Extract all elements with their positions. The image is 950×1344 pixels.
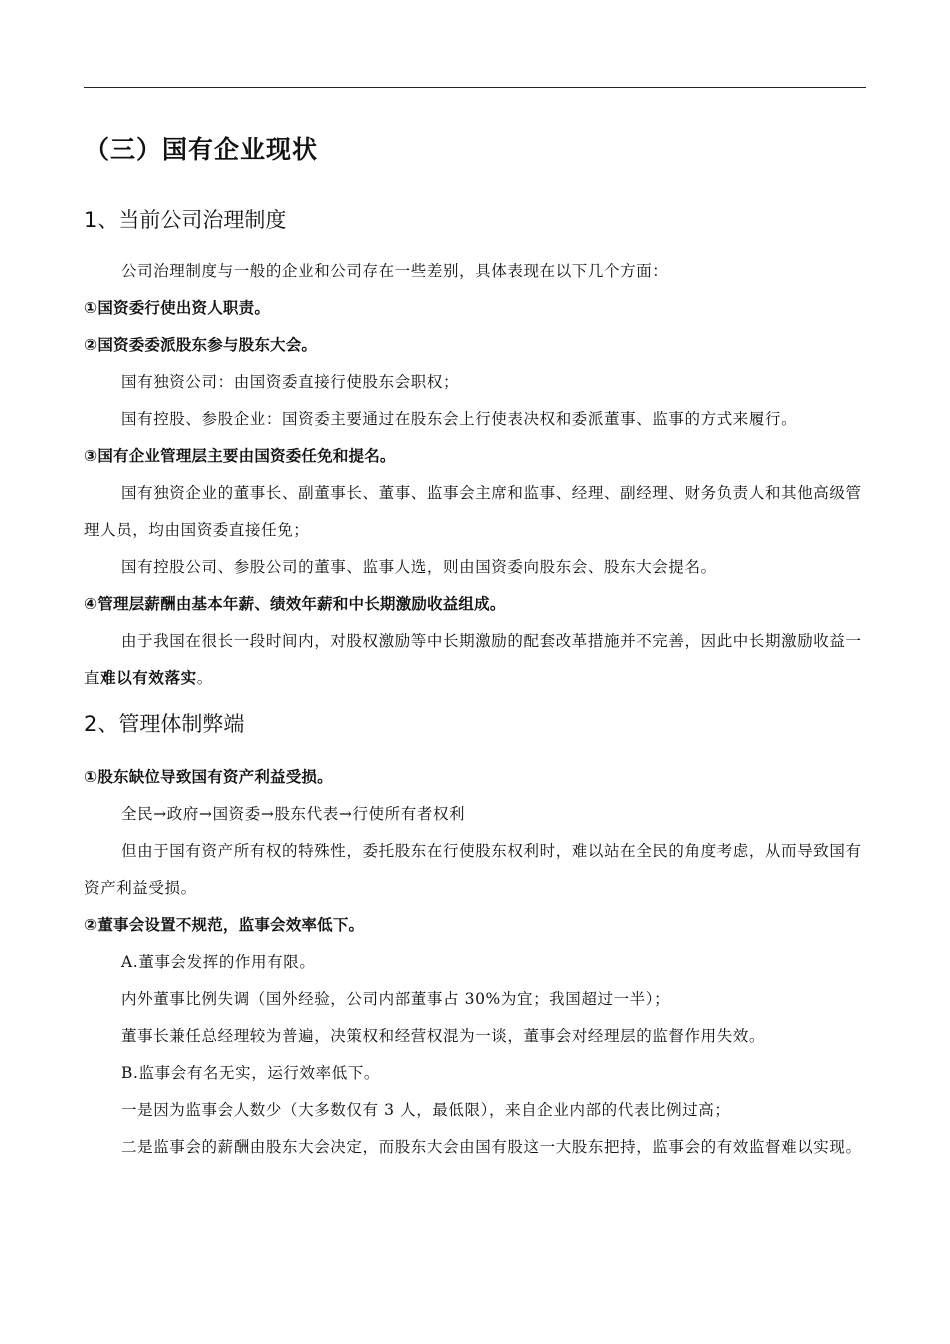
section-1-intro: 公司治理制度与一般的企业和公司存在一些差别，具体表现在以下几个方面：	[121, 262, 669, 280]
point-4-end: 。	[196, 669, 213, 687]
section-1-point-4: ④管理层薪酬由基本年薪、绩效年薪和中长期激励收益组成。	[84, 595, 506, 613]
sub-point-b-detail-1: 一是因为监事会人数少（大多数仅有 3 人，最低限），来自企业内部的代表比例过高；	[121, 1101, 731, 1119]
section-1-point-2: ②国资委委派股东参与股东大会。	[84, 336, 318, 354]
point-4-detail	[84, 623, 866, 697]
section-2-point-1: ①股东缺位导致国有资产利益受损。	[84, 768, 333, 786]
section-1-point-3: ③国有企业管理层主要由国资委任免和提名。	[84, 447, 396, 465]
point-4-text: 由于我国在很长一段时间内，对股权激励等中长期激励的配套改革措施并不完善，因此中长期激励收益一直	[84, 632, 862, 687]
ownership-chain: 全民→政府→国资委→股东代表→行使所有者权利	[121, 805, 466, 823]
section-2-heading: 2、管理体制弊端	[84, 712, 245, 736]
sub-point-a-detail-2: 董事长兼任总经理较为普遍，决策权和经营权混为一谈，董事会对经理层的监督作用失效。	[121, 1027, 766, 1045]
sub-point-b-detail-2: 二是监事会的薪酬由股东大会决定，而股东大会由国有股这一大股东把持，监事会的有效监督难以实现。	[121, 1138, 862, 1156]
sub-point-a-detail-1: 内外董事比例失调（国外经验，公司内部董事占 30%为宜；我国超过一半）；	[121, 990, 671, 1008]
header-rule	[84, 87, 866, 88]
section-2-point-1-detail: 但由于国有资产所有权的特殊性，委托股东在行使股东权利时，难以站在全民的角度考虑，从而导致国有资产利益受损。	[84, 842, 862, 897]
point-4-emphasis: 难以有效落实	[100, 669, 197, 687]
section-1-heading: 1、当前公司治理制度	[84, 208, 287, 232]
sub-point-b: B.监事会有名无实，运行效率低下。	[121, 1064, 381, 1082]
section-1-point-1: ①国资委行使出资人职责。	[84, 299, 271, 317]
point-2-detail-1: 国有独资公司：由国资委直接行使股东会职权；	[121, 373, 460, 391]
page-title: （三）国有企业现状	[84, 135, 319, 164]
document-body	[84, 130, 866, 1166]
sub-point-a: A.董事会发挥的作用有限。	[121, 953, 316, 971]
point-2-detail-2: 国有控股、参股企业：国资委主要通过在股东会上行使表决权和委派董事、监事的方式来履行。	[121, 410, 798, 428]
section-2-point-2: ②董事会设置不规范，监事会效率低下。	[84, 916, 365, 934]
point-3-detail-1: 国有独资企业的董事长、副董事长、董事、监事会主席和监事、经理、副经理、财务负责人和其他高级管理人员，均由国资委直接任免；	[84, 484, 862, 539]
point-3-detail-2: 国有控股公司、参股公司的董事、监事人选，则由国资委向股东会、股东大会提名。	[121, 558, 717, 576]
